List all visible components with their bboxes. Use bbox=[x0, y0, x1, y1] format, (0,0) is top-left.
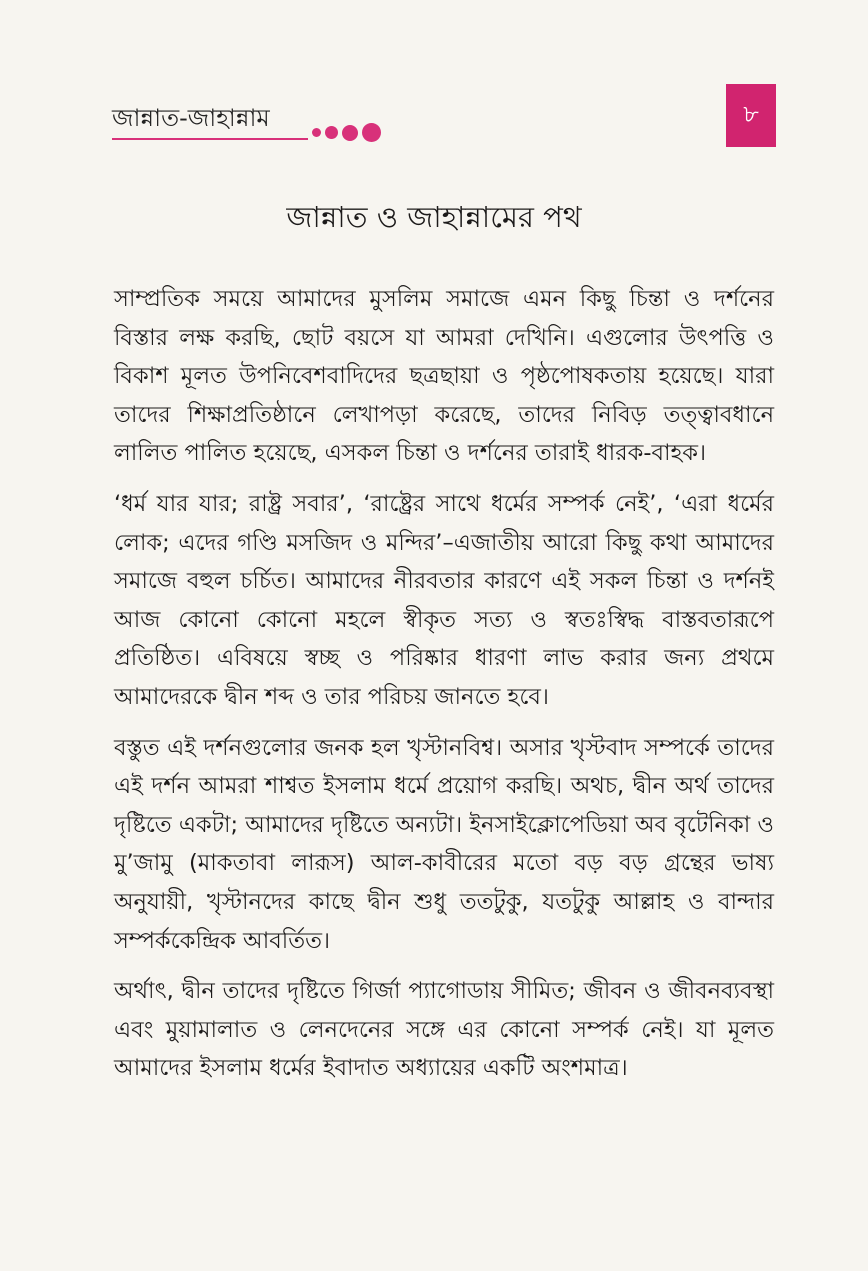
paragraph-2: ‘ধর্ম যার যার; রাষ্ট্র সবার’, ‘রাষ্ট্রের সাথে ধর্মের সম্পর্ক নেই’, ‘এরা ধর্মের লোক; এদের গণ্ডি মসজিদ ও মন্দির’–এজাতীয় আরো কিছু কথা আমাদের সমাজে বহুল চর্চিত। আমাদের নীরবতার কারণে এই সকল চিন্তা ও দর্শনই আজ কোনো কোনো মহলে স্বীকৃত সত্য ও স্বতঃস্বিদ্ধ বাস্তবতারূপে প্রতিষ্ঠিত। এবিষয়ে স্বচ্ছ ও পরিষ্কার ধারণা লাভ করার জন্য প্রথমে আমাদেরকে দ্বীন শব্দ ও তার পরিচয় জানতে হবে। bbox=[114, 490, 774, 710]
header-dots bbox=[312, 123, 381, 142]
paragraph-3: বস্তুত এই দর্শনগুলোর জনক হল খৃস্টানবিশ্ব। অসার খৃস্টবাদ সম্পর্কে তাদের এই দর্শন আমরা শাশ্বত ইসলাম ধর্মে প্রয়োগ করছি। অথচ, দ্বীন অর্থ তাদের দৃষ্টিতে একটা; আমাদের দৃষ্টিতে অন্যটা। ইনসাইক্লোপেডিয়া অব বৃটেনিকা ও মু’জামু (মাকতাবা লারূস) আল-কাবীরের মতো বড় বড় গ্রন্থের ভাষ্য অনুযায়ী, খৃস্টানদের কাছে দ্বীন শুধু ততটুকু, যতটুকু আল্লাহ ও বান্দার সম্পর্ককেন্দ্রিক আবর্তিত। bbox=[114, 734, 774, 954]
running-title: জান্নাত-জাহান্নাম bbox=[112, 104, 270, 132]
body-text bbox=[114, 280, 774, 1100]
ornament-dot-icon bbox=[342, 125, 358, 141]
ornament-dot-icon bbox=[325, 126, 338, 139]
page-number: ৮ bbox=[743, 99, 759, 128]
ornament-dot-icon bbox=[312, 128, 321, 137]
paragraph-1: সাম্প্রতিক সময়ে আমাদের মুসলিম সমাজে এমন কিছু চিন্তা ও দর্শনের বিস্তার লক্ষ করছি, ছোট বয়সে যা আমরা দেখিনি। এগুলোর উৎপত্তি ও বিকাশ মূলত উপনিবেশবাদিদের ছত্রছায়া ও পৃষ্ঠপোষকতায় হয়েছে। যারা তাদের শিক্ষাপ্রতিষ্ঠানে লেখাপড়া করেছে, তাদের নিবিড় তত্ত্বাবধানে লালিত পালিত হয়েছে, এসকল চিন্তা ও দর্শনের তারাই ধারক-বাহক। bbox=[114, 286, 774, 467]
page-number-badge bbox=[726, 84, 776, 147]
chapter-title: জান্নাত ও জাহান্নামের পথ bbox=[286, 200, 582, 234]
running-header bbox=[112, 96, 432, 156]
ornament-dot-icon bbox=[362, 123, 381, 142]
paragraph-4: অর্থাৎ, দ্বীন তাদের দৃষ্টিতে গির্জা প্যাগোডায় সীমিত; জীবন ও জীবনব্যবস্থা এবং মুয়ামালাত ও লেনদেনের সঙ্গে এর কোনো সম্পর্ক নেই। যা মূলত আমাদের ইসলাম ধর্মের ইবাদাত অধ্যায়ের একটি অংশমাত্র। bbox=[114, 978, 774, 1082]
header-underline bbox=[112, 138, 308, 140]
